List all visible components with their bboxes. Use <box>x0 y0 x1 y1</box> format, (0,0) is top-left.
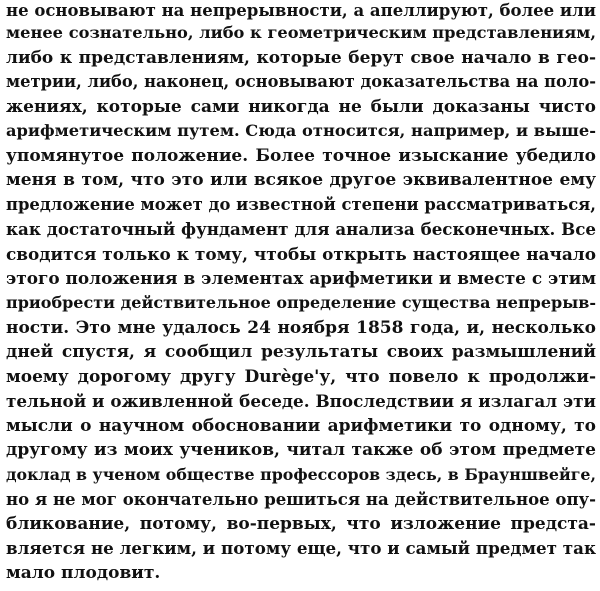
text-line: как достаточный фундамент для анализа бесконечных. Все <box>6 219 596 240</box>
body-text <box>6 0 596 586</box>
text-line: мало плодовит. <box>6 563 161 584</box>
text-line: не основывают на непрерывности, а апеллируют, более или <box>6 0 596 20</box>
text-line: этого положения в элементах арифметики и вместе с этим <box>6 268 596 289</box>
text-line: сводится только к тому, чтобы открыть настоящее начало <box>6 243 596 264</box>
text-line: мысли о научном обосновании арифметики то одному, то <box>6 415 596 436</box>
text-line: либо к представлениям, которые берут свое начало в гео- <box>6 47 596 68</box>
text-line: метрии, либо, наконец, основывают доказательства на поло- <box>6 72 596 92</box>
text-line: приобрести действительное определение существа непрерыв- <box>6 293 596 313</box>
text-line: меня в том, что это или всякое другое эквивалентное ему <box>6 170 596 191</box>
text-line: другому из моих учеников, читал также об этом предмете <box>6 440 596 461</box>
text-line: ности. Это мне удалось 24 ноября 1858 года, и, несколько <box>6 317 596 338</box>
text-line: предложение может до известной степени рассматриваться, <box>6 194 596 214</box>
text-line: тельной и оживленной беседе. Впоследствии я излагал эти <box>6 391 596 412</box>
text-line: упомянутое положение. Более точное изыскание убедило <box>6 145 596 166</box>
text-line: моему дорогому другу Durège'у, что повело к продолжи- <box>6 366 596 387</box>
text-line: доклад в ученом обществе профессоров здесь, в Брауншвейге, <box>6 464 596 484</box>
text-line: но я не мог окончательно решиться на действительное опу- <box>6 489 596 510</box>
text-line: бликование, потому, во-первых, что изложение предста- <box>6 513 596 534</box>
text-line: дней спустя, я сообщил результаты своих размышлений <box>6 342 596 363</box>
text-line: менее сознательно, либо к геометрическим представлениям, <box>6 23 596 42</box>
text-line: арифметическим путем. Сюда относится, например, и выше- <box>6 121 596 141</box>
text-line: вляется не легким, и потому еще, что и самый предмет так <box>6 538 596 559</box>
text-line: жениях, которые сами никогда не были доказаны чисто <box>6 96 596 117</box>
